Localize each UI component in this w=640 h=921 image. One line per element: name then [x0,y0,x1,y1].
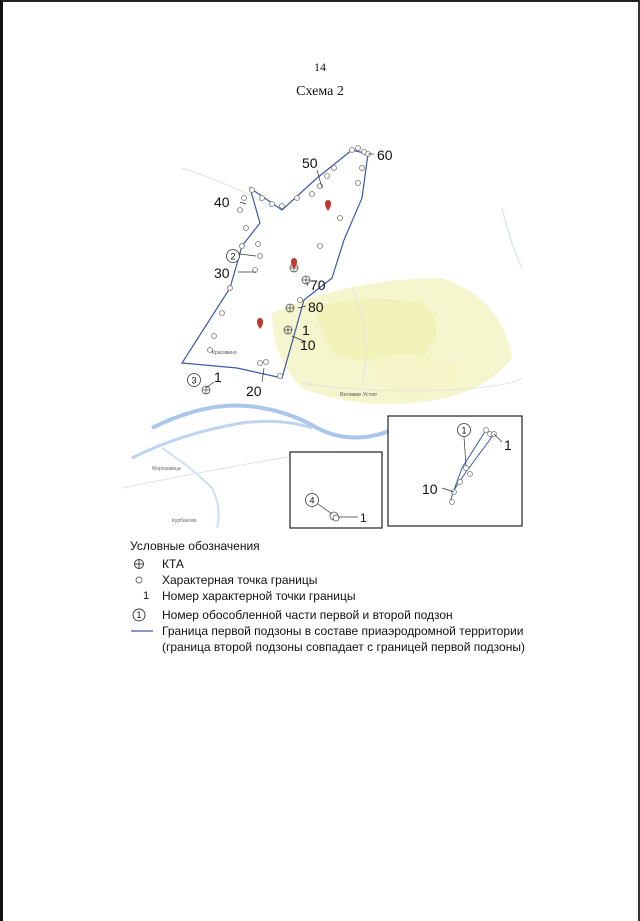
part-number-3-label: 3 [191,375,197,386]
legend-item-boundary-line [130,623,530,655]
legend-item-point-number [130,588,530,604]
part-number-2 [227,250,240,263]
point-label-50: 50 [302,155,318,171]
legend-item-point-number-text: Номер характерной точки границы [162,589,356,603]
scheme-title: Схема 2 [296,84,344,99]
legend-item-kta-text: КТА [162,557,184,571]
place-v3: Курбаново [172,518,197,524]
point-label-40: 40 [214,194,230,210]
point-label-10: 10 [300,337,316,353]
line-icon [130,623,154,639]
boundary-point-icon [130,572,154,588]
legend-item-part-number-text: Номер обособленной части первой и второй подзон [162,608,453,622]
legend [130,538,530,655]
inset-right-label-10: 10 [422,481,438,497]
point-label-80: 80 [308,299,324,315]
point-label-1b: 1 [214,369,222,385]
point-label-60: 60 [377,147,393,163]
point-number-symbol: 1 [142,590,150,602]
page-number: 14 [314,60,326,74]
inset-right-part: 1 [461,425,467,436]
circled-number-symbol: 1 [136,610,142,620]
place-town: Великие Устюг [340,392,378,398]
point-label-20: 20 [246,383,262,399]
inset-small-part: 4 [309,495,315,506]
point-label-30: 30 [214,265,230,281]
map[interactable] [122,128,522,528]
inset-small-label-1: 1 [360,511,367,525]
legend-item-kta [130,556,530,572]
place-v2: Морозовица [152,466,181,472]
point-label-70: 70 [310,277,326,293]
kta-icon [130,556,154,572]
legend-title: Условные обозначения [130,539,260,553]
part-number-2-label: 2 [230,251,236,262]
part-number-3 [188,374,201,387]
legend-item-boundary-line-text: Граница первой подзоны в составе приаэродромной территории (граница второй подзоны совпадает с границей первой подзоны) [162,624,525,654]
inset-right-label-1: 1 [504,437,512,453]
inset-small [290,452,382,528]
inset-right [388,416,522,526]
legend-item-boundary-point-text: Характерная точка границы [162,573,318,587]
legend-item-boundary-point [130,572,530,588]
legend-item-part-number [130,607,530,623]
place-village-left: Красавино [212,350,237,356]
circled-number-icon [130,607,154,623]
point-label-1: 1 [302,322,310,338]
